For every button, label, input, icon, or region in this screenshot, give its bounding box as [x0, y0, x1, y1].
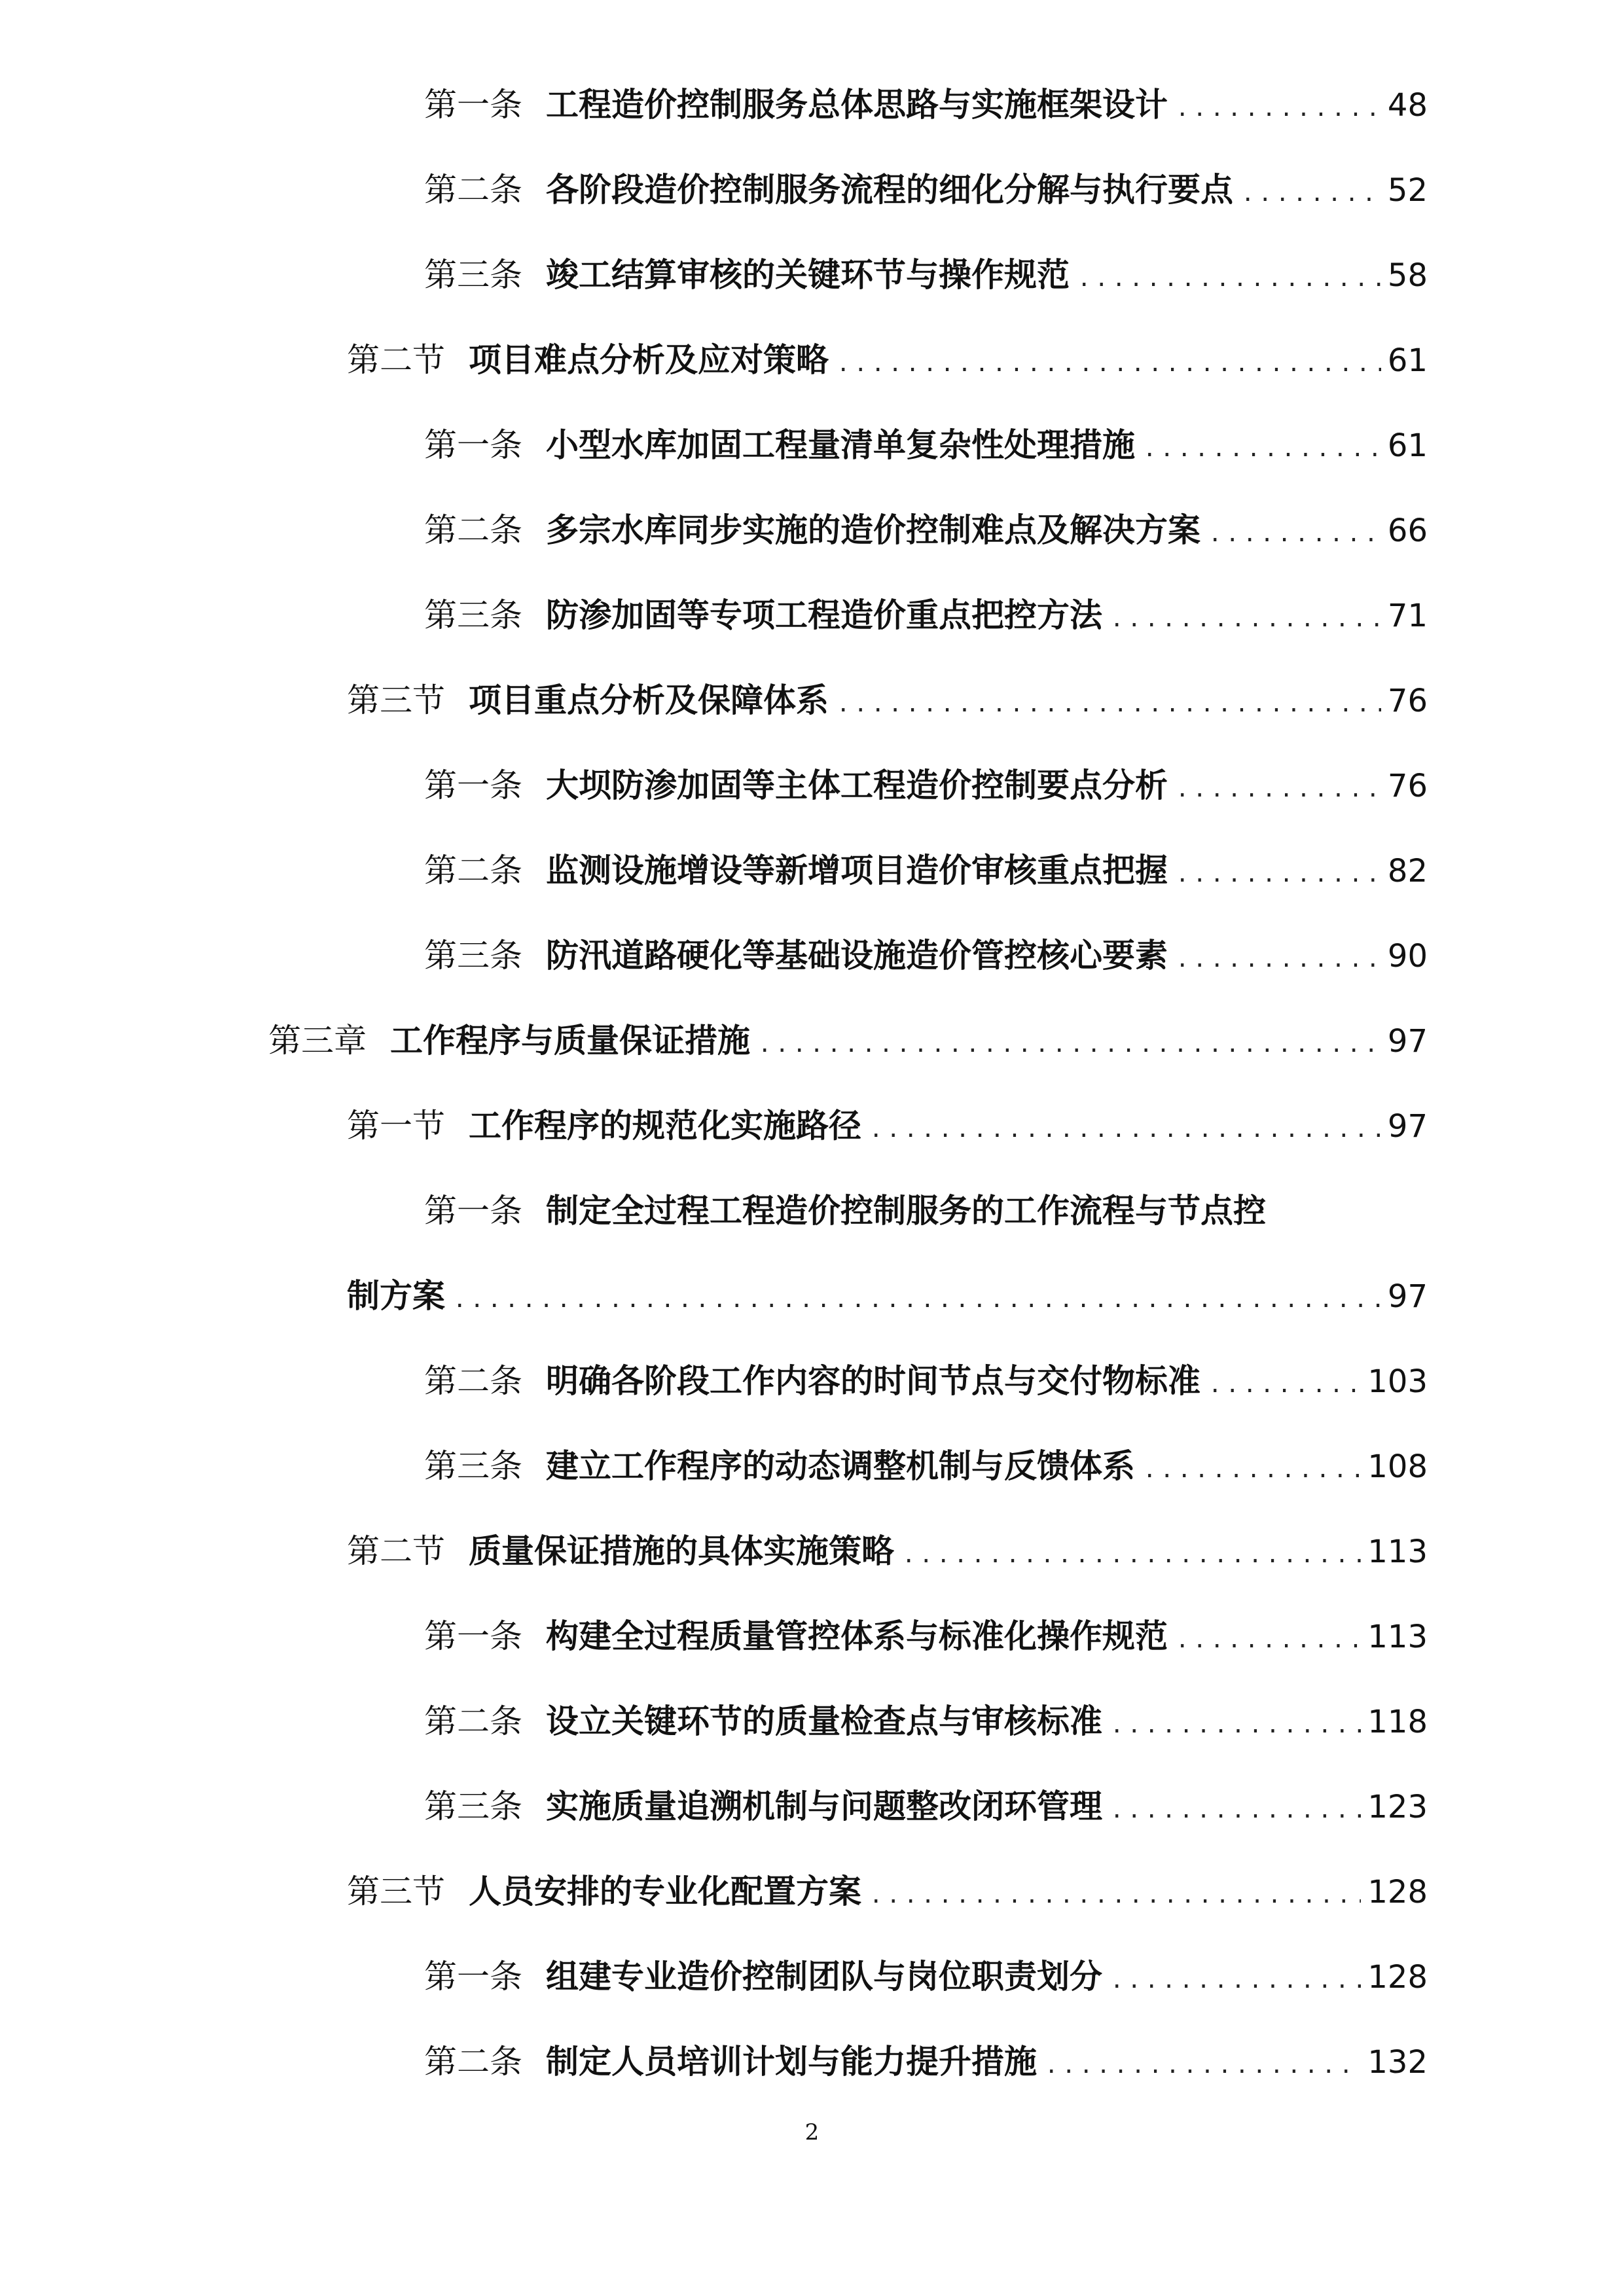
toc-page-number: 97: [1387, 1023, 1428, 1060]
toc-label: 第三节: [347, 1873, 445, 1910]
toc-dot-leader: [869, 1109, 1381, 1151]
toc-title: 大坝防渗加固等主体工程造价控制要点分析: [546, 766, 1168, 804]
toc-title: 防汛道路硬化等基础设施造价管控核心要素: [546, 936, 1168, 975]
toc-dot-leader: [1143, 1449, 1361, 1491]
toc-page-number: 82: [1387, 853, 1428, 889]
toc-title: 明确各阶段工作内容的时间节点与交付物标准: [546, 1361, 1200, 1400]
toc-page-number: 71: [1387, 598, 1428, 634]
toc-title: 竣工结算审核的关键环节与操作规范: [546, 255, 1070, 294]
toc-title: 组建专业造价控制团队与岗位职责划分: [546, 1957, 1102, 1996]
toc-page-number: 103: [1367, 1363, 1428, 1400]
toc-label: 第二条: [424, 511, 522, 549]
toc-entry-article-wrapped[interactable]: [424, 1190, 1428, 1232]
toc-label: 第一条: [424, 86, 522, 124]
toc-dot-leader: [1110, 1789, 1361, 1831]
toc-page-number: 108: [1367, 1448, 1428, 1485]
toc-page-number: 128: [1367, 1959, 1428, 1996]
toc-entry-article[interactable]: [424, 1700, 1428, 1742]
toc-entry-article[interactable]: [424, 254, 1428, 296]
toc-title: 设立关键环节的质量检查点与审核标准: [546, 1702, 1102, 1740]
toc-page-number: 113: [1367, 1534, 1428, 1570]
toc-dot-leader: [869, 1874, 1361, 1916]
toc-dot-leader: [1176, 88, 1381, 130]
toc-label: 第三条: [424, 1447, 522, 1485]
toc-entry-article[interactable]: [424, 509, 1428, 551]
toc-page-number: 132: [1367, 2044, 1428, 2081]
toc-entry-article[interactable]: [424, 169, 1428, 211]
toc-label: 第三条: [424, 596, 522, 634]
toc-label: 第一条: [424, 766, 522, 804]
toc-dot-leader: [1077, 258, 1381, 300]
toc-dot-leader: [1110, 598, 1381, 640]
toc-label: 第二条: [424, 2043, 522, 2081]
toc-label: 第三条: [424, 256, 522, 294]
toc-entry-article[interactable]: [424, 1445, 1428, 1487]
toc-entry-continuation[interactable]: [347, 1275, 1428, 1317]
toc-label: 第二条: [424, 1362, 522, 1400]
toc-dot-leader: [1176, 768, 1381, 810]
toc-label: 第一节: [347, 1107, 445, 1145]
toc-title: 小型水库加固工程量清单复杂性处理措施: [546, 425, 1135, 464]
toc-page-number: 113: [1367, 1619, 1428, 1655]
toc-label: 第三节: [347, 681, 445, 719]
toc-dot-leader: [1241, 173, 1381, 215]
toc-title: 防渗加固等专项工程造价重点把控方法: [546, 596, 1102, 634]
toc-page-number: 48: [1387, 87, 1428, 124]
toc-title: 多宗水库同步实施的造价控制难点及解决方案: [546, 511, 1200, 549]
toc-entry-article[interactable]: [424, 424, 1428, 466]
toc-label: 第一条: [424, 1617, 522, 1655]
toc-dot-leader: [1110, 1960, 1361, 2001]
toc-page-number: 58: [1387, 257, 1428, 294]
toc-title: 监测设施增设等新增项目造价审核重点把握: [546, 851, 1168, 889]
toc-entry-article[interactable]: [424, 594, 1428, 636]
toc-dot-leader: [837, 683, 1381, 725]
toc-label: 第二条: [424, 1702, 522, 1740]
toc-title: 实施质量追溯机制与问题整改闭环管理: [546, 1787, 1102, 1825]
toc-dot-leader: [1110, 1704, 1361, 1746]
toc-dot-leader: [453, 1279, 1381, 1321]
page-footer-number: 2: [804, 2119, 820, 2145]
toc-entry-article[interactable]: [424, 1956, 1428, 1998]
toc-dot-leader: [758, 1024, 1381, 1066]
toc-entry-article[interactable]: [424, 1785, 1428, 1827]
toc-entry-article[interactable]: [424, 1360, 1428, 1402]
toc-title: 建立工作程序的动态调整机制与反馈体系: [546, 1446, 1135, 1485]
toc-entry-section[interactable]: [347, 679, 1428, 721]
toc-entry-chapter[interactable]: [268, 1020, 1428, 1062]
toc-dot-leader: [1143, 428, 1381, 470]
toc-label: 第三章: [268, 1022, 367, 1060]
toc-label: 第一条: [424, 426, 522, 464]
toc-entry-article[interactable]: [424, 764, 1428, 806]
toc-entry-article[interactable]: [424, 84, 1428, 126]
toc-title: 人员安排的专业化配置方案: [469, 1872, 861, 1910]
toc-page-number: 97: [1387, 1108, 1428, 1145]
toc-title: 工作程序的规范化实施路径: [469, 1106, 861, 1145]
toc-entry-section[interactable]: [347, 1871, 1428, 1912]
toc-label: 第二条: [424, 171, 522, 209]
toc-title: 构建全过程质量管控体系与标准化操作规范: [546, 1617, 1168, 1655]
toc-dot-leader: [1208, 1364, 1361, 1406]
toc-title: 项目难点分析及应对策略: [469, 340, 829, 379]
toc-page-number: 90: [1387, 938, 1428, 975]
toc-page-number: 66: [1387, 512, 1428, 549]
toc-title: 各阶段造价控制服务流程的细化分解与执行要点: [546, 170, 1233, 209]
toc-page-number: 61: [1387, 342, 1428, 379]
toc-entry-article[interactable]: [424, 935, 1428, 977]
toc-page-number: 118: [1367, 1704, 1428, 1740]
toc-page-number: 61: [1387, 427, 1428, 464]
toc-dot-leader: [902, 1534, 1361, 1576]
toc-label: 第二节: [347, 341, 445, 379]
toc-entry-article[interactable]: [424, 1615, 1428, 1657]
toc-dot-leader: [1176, 1619, 1361, 1661]
toc-title: 项目重点分析及保障体系: [469, 681, 829, 719]
toc-label: 第三条: [424, 937, 522, 975]
toc-dot-leader: [1176, 853, 1381, 895]
toc-label: 第三条: [424, 1787, 522, 1825]
toc-page-number: 128: [1367, 1874, 1428, 1910]
toc-entry-section[interactable]: [347, 1105, 1428, 1147]
toc-entry-article[interactable]: [424, 850, 1428, 891]
toc-page-number: 76: [1387, 768, 1428, 804]
toc-entry-section[interactable]: [347, 1530, 1428, 1572]
toc-entry-section[interactable]: [347, 339, 1428, 381]
toc-dot-leader: [837, 343, 1381, 385]
toc-title-continuation: 制方案: [347, 1276, 445, 1315]
toc-label: 第一条: [424, 1192, 522, 1230]
toc-title: 质量保证措施的具体实施策略: [469, 1532, 894, 1570]
toc-title: 制定人员培训计划与能力提升措施: [546, 2042, 1037, 2081]
toc-title: 工程造价控制服务总体思路与实施框架设计: [546, 85, 1168, 124]
toc-dot-leader: [1176, 939, 1381, 980]
toc-page-number: 97: [1387, 1278, 1428, 1315]
toc-label: 第二条: [424, 852, 522, 889]
toc-dot-leader: [1208, 513, 1381, 555]
toc-page-number: 52: [1387, 172, 1428, 209]
toc-dot-leader: [1045, 2045, 1361, 2087]
toc-page-number: 76: [1387, 683, 1428, 719]
toc-label: 第一条: [424, 1958, 522, 1996]
toc-title: 工作程序与质量保证措施: [390, 1021, 750, 1060]
toc-page-number: 123: [1367, 1789, 1428, 1825]
toc-entry-article[interactable]: [424, 2041, 1428, 2083]
toc-label: 第二节: [347, 1532, 445, 1570]
toc-title: 制定全过程工程造价控制服务的工作流程与节点控: [546, 1191, 1266, 1230]
